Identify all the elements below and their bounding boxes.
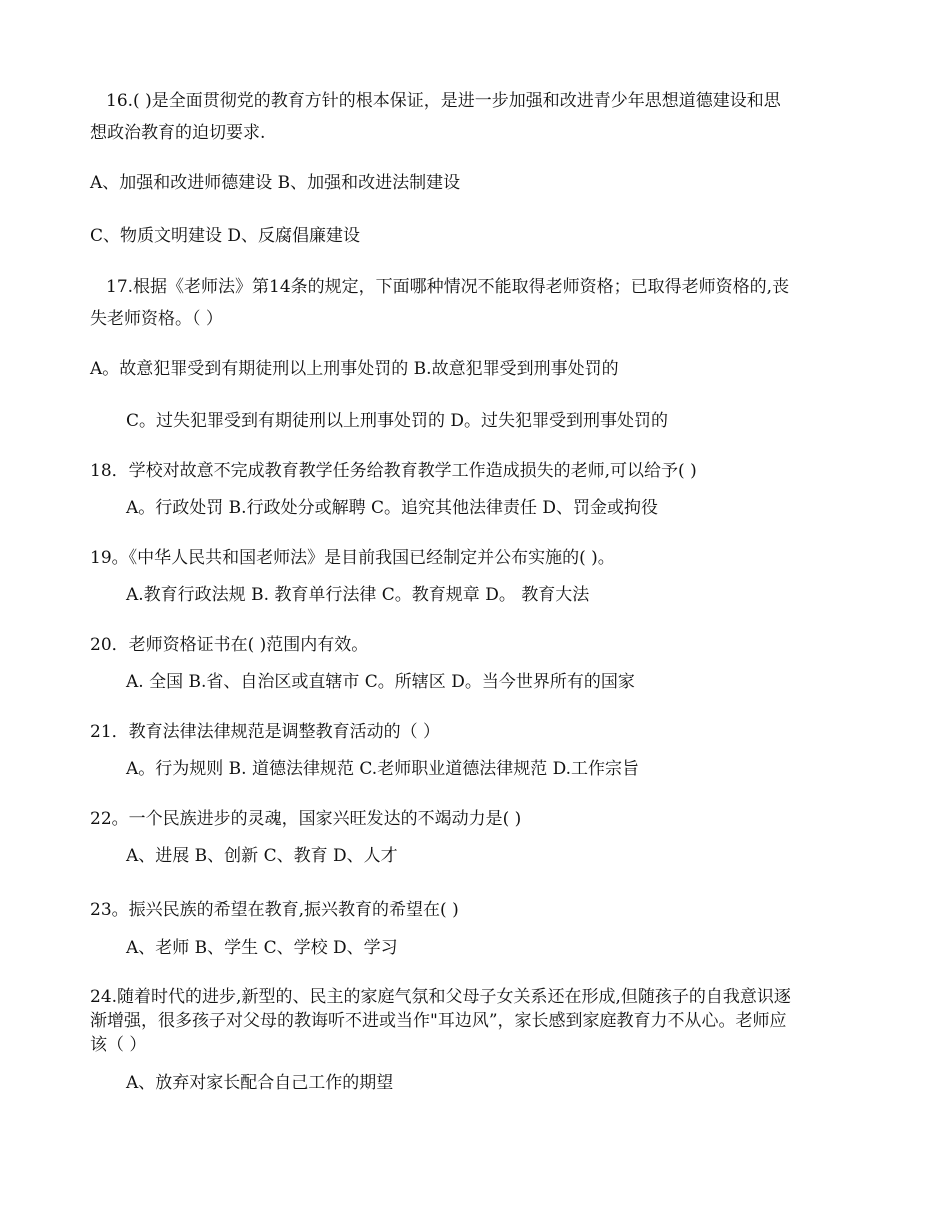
q23-stem: 23。振兴民族的希望在教育,振兴教育的希望在( ) [90,900,459,920]
q17-stem-line2: 失老师资格。（ ） [90,309,223,329]
q19-stem: 19。《中华人民共和国老师法》是目前我国已经制定并公布实施的( )。 [90,548,615,568]
q20-stem: 20．老师资格证书在( )范围内有效。 [90,635,369,655]
q16-options-ab: A、加强和改进师德建设 B、加强和改进法制建设 [90,173,461,193]
q24-stem-line1: 24.随着时代的进步,新型的、民主的家庭气氛和父母子女关系还在形成,但随孩子的自我意识逐 [90,987,791,1007]
q16-stem-line1: 16.( )是全面贯彻党的教育方针的根本保证，是进一步加强和改进青少年思想道德建设和思 [106,91,781,111]
q17-options-cd: C。过失犯罪受到有期徒刑以上刑事处罚的 D。过失犯罪受到刑事处罚的 [126,411,669,431]
q24-stem-line3: 该（ ） [90,1035,147,1055]
q17-options-ab: A。故意犯罪受到有期徒刑以上刑事处罚的 B.故意犯罪受到刑事处罚的 [90,359,619,379]
q18-options: A。行政处罚 B.行政处分或解聘 C。追究其他法律责任 D、罚金或拘役 [126,498,659,518]
q23-options: A、老师 B、学生 C、学校 D、学习 [126,938,398,958]
q16-options-cd: C、物质文明建设 D、反腐倡廉建设 [90,226,361,246]
q17-stem-line1: 17.根据《老师法》第14条的规定，下面哪种情况不能取得老师资格；已取得老师资格的,丧 [106,277,790,297]
q24-stem-line2: 渐增强，很多孩子对父母的教诲听不进或当作"耳边风”，家长感到家庭教育力不从心。老师应 [90,1011,787,1031]
q19-options: A.教育行政法规 B. 教育单行法律 C。教育规章 D。 教育大法 [126,585,590,605]
q16-stem-line2: 想政治教育的迫切要求. [90,123,266,143]
q21-stem: 21．教育法律法律规范是调整教育活动的（ ） [90,722,441,742]
q20-options: A. 全国 B.省、自治区或直辖市 C。所辖区 D。当今世界所有的国家 [126,672,635,692]
q21-options: A。行为规则 B. 道德法律规范 C.老师职业道德法律规范 D.工作宗旨 [126,759,640,779]
q22-stem: 22。一个民族进步的灵魂，国家兴旺发达的不竭动力是( ) [90,809,522,829]
q24-option-a: A、放弃对家长配合自己工作的期望 [126,1073,394,1093]
q22-options: A、进展 B、创新 C、教育 D、人才 [126,846,398,866]
q18-stem: 18．学校对故意不完成教育教学任务给教育教学工作造成损失的老师,可以给予( ) [90,461,697,481]
